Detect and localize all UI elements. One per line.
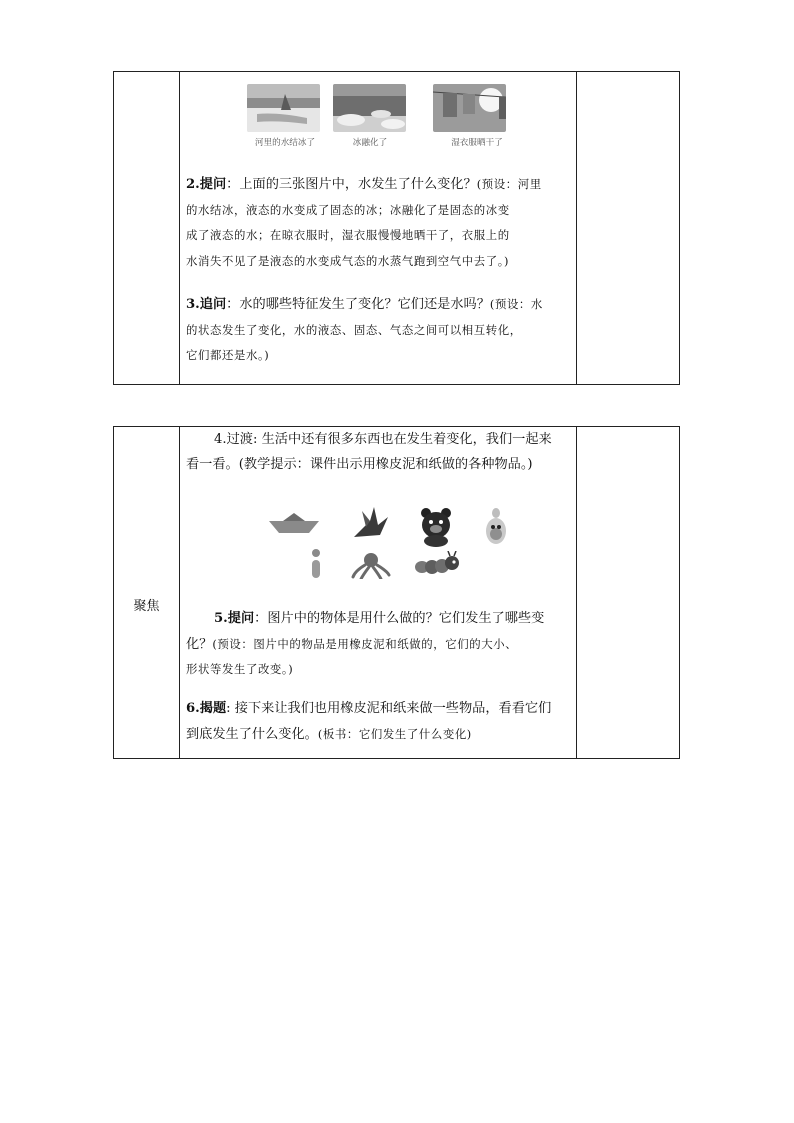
- question-5-text: 化？: [186, 636, 213, 652]
- question-3-label: 3.追问: [186, 297, 227, 312]
- question-5-note: 形状等发生了改变。): [186, 662, 294, 676]
- topic-label: 6.揭题: [186, 701, 227, 716]
- photo-caption: 河里的水结冰了: [254, 138, 316, 148]
- melting-ice-photo: [333, 84, 406, 132]
- clay-exclamation-icon: [310, 549, 322, 583]
- lesson-table-2: [113, 426, 680, 759]
- topic-text: : 接下来让我们也用橡皮泥和纸来做一些物品，看看它们: [226, 701, 552, 716]
- stage-label: 聚焦: [133, 599, 160, 614]
- transition-paragraph: [186, 428, 572, 477]
- clay-monkey-icon: [485, 507, 507, 549]
- topic-text: 到底发生了什么变化。: [186, 726, 318, 742]
- question-3-paragraph: [186, 292, 572, 369]
- question-3-note: 它们都还是水。): [186, 348, 270, 362]
- topic-paragraph: [186, 697, 572, 747]
- question-3-text: ：水的哪些特征发生了变化？它们还是水吗？: [226, 297, 490, 312]
- question-5-text: ：图片中的物体是用什么做的？它们发生了哪些变: [254, 611, 545, 626]
- photo-caption: 冰融化了: [352, 138, 388, 148]
- column-divider: [576, 72, 577, 384]
- question-2-note: 水消失不见了是液态的水变成气态的水蒸气跑到空气中去了。): [186, 253, 510, 268]
- question-3-note: 的状态发生了变化，水的液态、固态、气态之间可以相互转化，: [186, 322, 522, 337]
- column-divider: [576, 427, 577, 758]
- clay-octopus-icon: [351, 551, 391, 583]
- paper-boat-icon: [269, 513, 319, 539]
- paper-crane-icon: [352, 507, 390, 545]
- question-5-note: (预设：图片中的物品是用橡皮泥和纸做的，它们的大小、: [212, 636, 518, 651]
- column-divider: [179, 427, 180, 758]
- drying-clothes-photo: [433, 84, 506, 132]
- clay-bear-icon: [419, 507, 453, 551]
- question-2-text: ：上面的三张图片中，水发生了什么变化？: [226, 177, 477, 192]
- question-3-note: (预设：水: [489, 297, 543, 311]
- clay-caterpillar-icon: [414, 551, 460, 581]
- board-note: (板书：它们发生了什么变化): [317, 726, 472, 741]
- photo-caption: 湿衣服晒干了: [451, 138, 503, 148]
- column-divider: [179, 72, 180, 384]
- question-2-note: 成了液态的水；在晾衣服时，湿衣服慢慢地晒干了，衣服上的: [186, 228, 510, 242]
- question-5-label: 5.提问: [214, 611, 255, 626]
- question-2-note: 的水结冰，液态的水变成了固态的冰；冰融化了是固态的冰变: [186, 202, 510, 217]
- question-2-paragraph: [186, 172, 572, 274]
- question-2-label: 2.提问: [186, 177, 227, 192]
- question-5-paragraph: [186, 607, 572, 683]
- transition-line: 看一看。(教学提示：课件出示用橡皮泥和纸做的各种物品。): [186, 456, 533, 472]
- question-2-note: (预设：河里: [476, 177, 542, 191]
- lesson-table-1: [113, 71, 680, 385]
- frozen-river-photo: [247, 84, 320, 132]
- transition-line: 4.过渡: 生活中还有很多东西也在发生着变化，我们一起来: [214, 432, 552, 447]
